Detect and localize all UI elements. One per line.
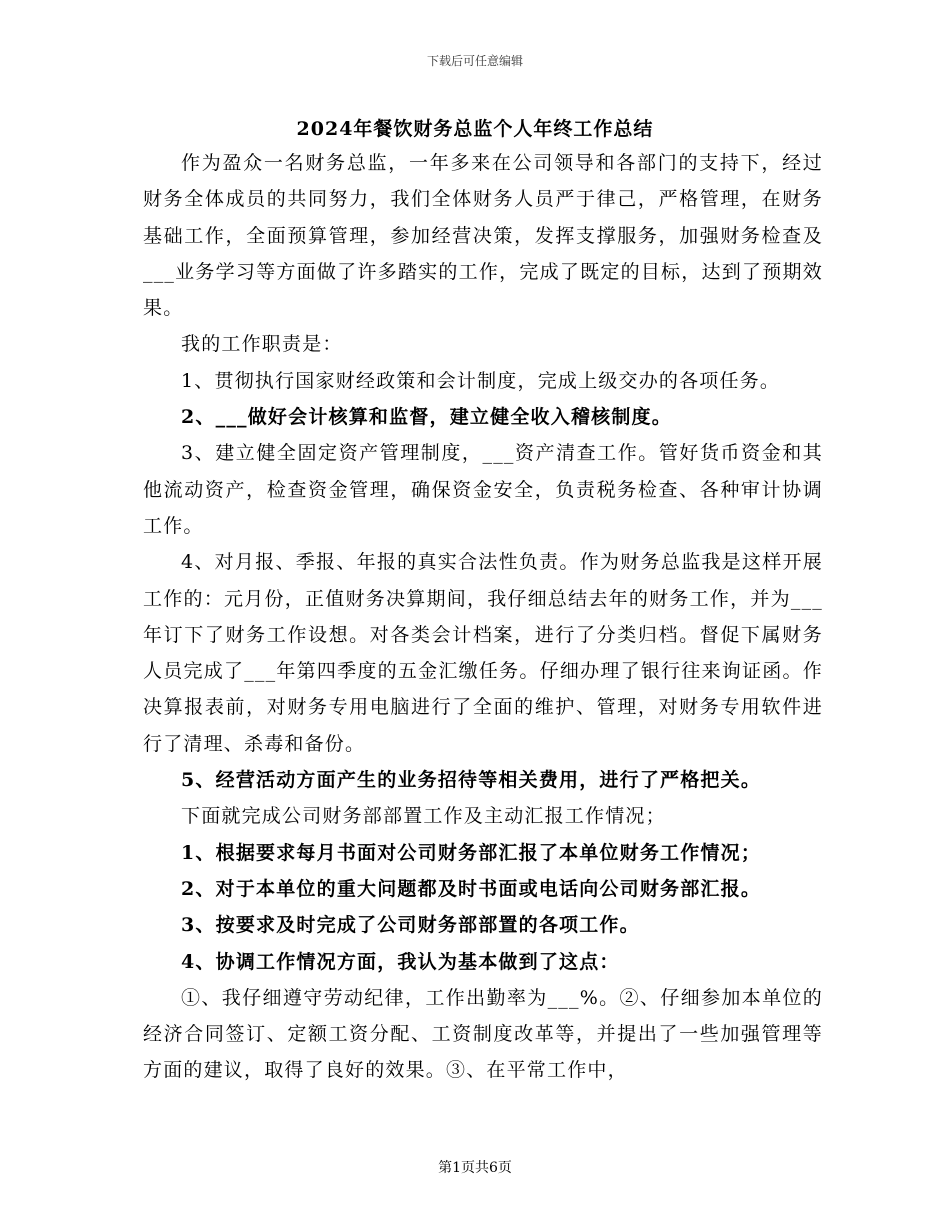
page-number-footer: 第1页共6页 (438, 1160, 512, 1176)
paragraph-duty-2: 2、___做好会计核算和监督，建立健全收入稽核制度。 (181, 406, 672, 429)
paragraph-report-1: 1、根据要求每月书面对公司财务部汇报了本单位财务工作情况； (181, 841, 762, 864)
paragraph-coordination: ①、我仔细遵守劳动纪律，工作出勤率为___%。②、仔细参加本单位的经济合同签订、定额工资分配、工资制度改革等，并提出了一些加强管理等方面的建议，取得了良好的效果。③、在平常工作中， (143, 986, 823, 1082)
paragraph-duties-heading: 我的工作职责是： (181, 333, 343, 356)
paragraph-report-3: 3、按要求及时完成了公司财务部部置的各项工作。 (181, 914, 640, 937)
paragraph-duty-1: 1、贯彻执行国家财经政策和会计制度，完成上级交办的各项任务。 (181, 369, 781, 392)
paragraph-report-4: 4、协调工作情况方面，我认为基本做到了这点： (181, 950, 620, 973)
document-body (143, 145, 823, 1089)
paragraph-duty-3: 3、建立健全固定资产管理制度，___资产清查工作。管好货币资金和其他流动资产，检查资金管理，确保资金安全，负责税务检查、各种审计协调工作。 (143, 442, 823, 537)
paragraph-report-2: 2、对于本单位的重大问题都及时书面或电话向公司财务部汇报。 (181, 877, 762, 900)
paragraph-report-heading: 下面就完成公司财务部部置工作及主动汇报工作情况； (181, 805, 666, 828)
paragraph-duty-5: 5、经营活动方面产生的业务招待等相关费用，进行了严格把关。 (181, 769, 762, 792)
paragraph-duty-4: 4、对月报、季报、年报的真实合法性负责。作为财务总监我是这样开展工作的：元月份，正值财务决算期间，我仔细总结去年的财务工作，并为___年订下了财务工作设想。对各类会计档案，进行了分类归档。督促下属财务人员完成了___年第四季度的五金汇缴任务。仔细办理了银行往来询证函。作决算报表前，对财务专用电脑进行了全面的维护、管理，对财务专用软件进行了清理、杀毒和备份。 (143, 551, 823, 755)
paragraph-intro: 作为盈众一名财务总监，一年多来在公司领导和各部门的支持下，经过财务全体成员的共同努力，我们全体财务人员严于律己，严格管理，在财务基础工作，全面预算管理，参加经营决策，发挥支撑服务，加强财务检查及___业务学习等方面做了许多踏实的工作，完成了既定的目标，达到了预期效果。 (143, 152, 823, 320)
header-note: 下载后可任意编辑 (426, 54, 523, 68)
document-title: 2024年餐饮财务总监个人年终工作总结 (296, 118, 654, 140)
